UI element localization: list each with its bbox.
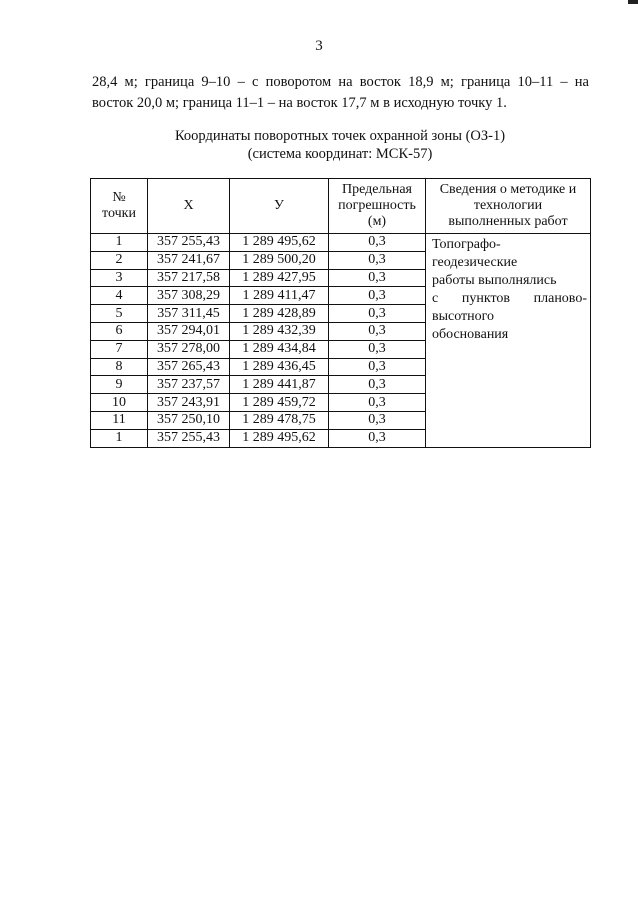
header-text: № xyxy=(112,190,126,205)
cell-error: 0,3 xyxy=(329,322,426,340)
cell-error: 0,3 xyxy=(329,429,426,447)
cell-point-number: 1 xyxy=(91,234,148,252)
cell-x: 357 294,01 xyxy=(148,322,230,340)
method-text: геодезические xyxy=(432,255,518,270)
cell-point-number: 6 xyxy=(91,322,148,340)
cell-error: 0,3 xyxy=(329,358,426,376)
caption-coordinate-system: (система координат: МСК-57) xyxy=(247,146,433,162)
cell-y: 1 289 495,62 xyxy=(230,234,329,252)
cell-y: 1 289 428,89 xyxy=(230,305,329,323)
header-text: технологии xyxy=(473,198,543,213)
cell-point-number: 1 xyxy=(91,429,148,447)
cell-point-number: 9 xyxy=(91,376,148,394)
coordinates-table xyxy=(90,178,591,448)
cell-x: 357 250,10 xyxy=(148,411,230,429)
cell-error: 0,3 xyxy=(329,234,426,252)
cell-y: 1 289 411,47 xyxy=(230,287,329,305)
cell-point-number: 11 xyxy=(91,411,148,429)
cell-error: 0,3 xyxy=(329,287,426,305)
page-number: 3 xyxy=(315,38,323,54)
cell-point-number: 10 xyxy=(91,394,148,412)
header-x: Х xyxy=(148,179,230,234)
cell-x: 357 255,43 xyxy=(148,429,230,447)
header-text: выполненных работ xyxy=(448,214,568,229)
header-text: погрешность xyxy=(338,198,416,213)
intro-line: восток 20,0 м; граница 11–1 – на восток 17,7 м в исходную точку 1. xyxy=(92,95,507,111)
header-y: У xyxy=(230,179,329,234)
method-text: высотного xyxy=(432,309,495,324)
table-row xyxy=(91,234,591,252)
cell-y: 1 289 434,84 xyxy=(230,340,329,358)
scan-edge-mark xyxy=(628,0,638,4)
cell-point-number: 2 xyxy=(91,251,148,269)
cell-error: 0,3 xyxy=(329,305,426,323)
header-text: Предельная xyxy=(342,182,412,197)
header-point-number xyxy=(91,179,148,234)
method-text: обоснования xyxy=(432,327,509,342)
cell-point-number: 3 xyxy=(91,269,148,287)
intro-paragraph xyxy=(92,72,589,114)
cell-x: 357 311,45 xyxy=(148,305,230,323)
cell-error: 0,3 xyxy=(329,340,426,358)
cell-x: 357 237,57 xyxy=(148,376,230,394)
cell-point-number: 5 xyxy=(91,305,148,323)
cell-y: 1 289 459,72 xyxy=(230,394,329,412)
intro-line: 28,4 м; граница 9–10 – с поворотом на восток 18,9 м; граница 10–11 – на xyxy=(92,74,589,90)
cell-y: 1 289 427,95 xyxy=(230,269,329,287)
cell-point-number: 4 xyxy=(91,287,148,305)
cell-error: 0,3 xyxy=(329,376,426,394)
table-header-row xyxy=(91,179,591,234)
cell-x: 357 243,91 xyxy=(148,394,230,412)
cell-x: 357 308,29 xyxy=(148,287,230,305)
cell-x: 357 278,00 xyxy=(148,340,230,358)
cell-x: 357 255,43 xyxy=(148,234,230,252)
cell-method-info xyxy=(426,234,591,448)
header-text: Сведения о методике и xyxy=(439,182,577,197)
cell-y: 1 289 495,62 xyxy=(230,429,329,447)
cell-error: 0,3 xyxy=(329,394,426,412)
cell-error: 0,3 xyxy=(329,269,426,287)
caption-title: Координаты поворотных точек охранной зоны (ОЗ-1) xyxy=(174,128,506,144)
header-text: (м) xyxy=(367,214,387,229)
cell-y: 1 289 432,39 xyxy=(230,322,329,340)
cell-x: 357 241,67 xyxy=(148,251,230,269)
header-method-info xyxy=(426,179,591,234)
cell-error: 0,3 xyxy=(329,411,426,429)
cell-y: 1 289 478,75 xyxy=(230,411,329,429)
cell-point-number: 7 xyxy=(91,340,148,358)
cell-point-number: 8 xyxy=(91,358,148,376)
cell-y: 1 289 500,20 xyxy=(230,251,329,269)
cell-error: 0,3 xyxy=(329,251,426,269)
cell-y: 1 289 436,45 xyxy=(230,358,329,376)
header-error xyxy=(329,179,426,234)
method-text: с пунктов планово- xyxy=(432,291,587,306)
header-text: точки xyxy=(102,206,136,221)
table-caption xyxy=(90,127,590,163)
cell-x: 357 265,43 xyxy=(148,358,230,376)
cell-y: 1 289 441,87 xyxy=(230,376,329,394)
method-text: Топографо- xyxy=(432,237,501,252)
method-text: работы выполнялись xyxy=(432,273,557,288)
cell-x: 357 217,58 xyxy=(148,269,230,287)
